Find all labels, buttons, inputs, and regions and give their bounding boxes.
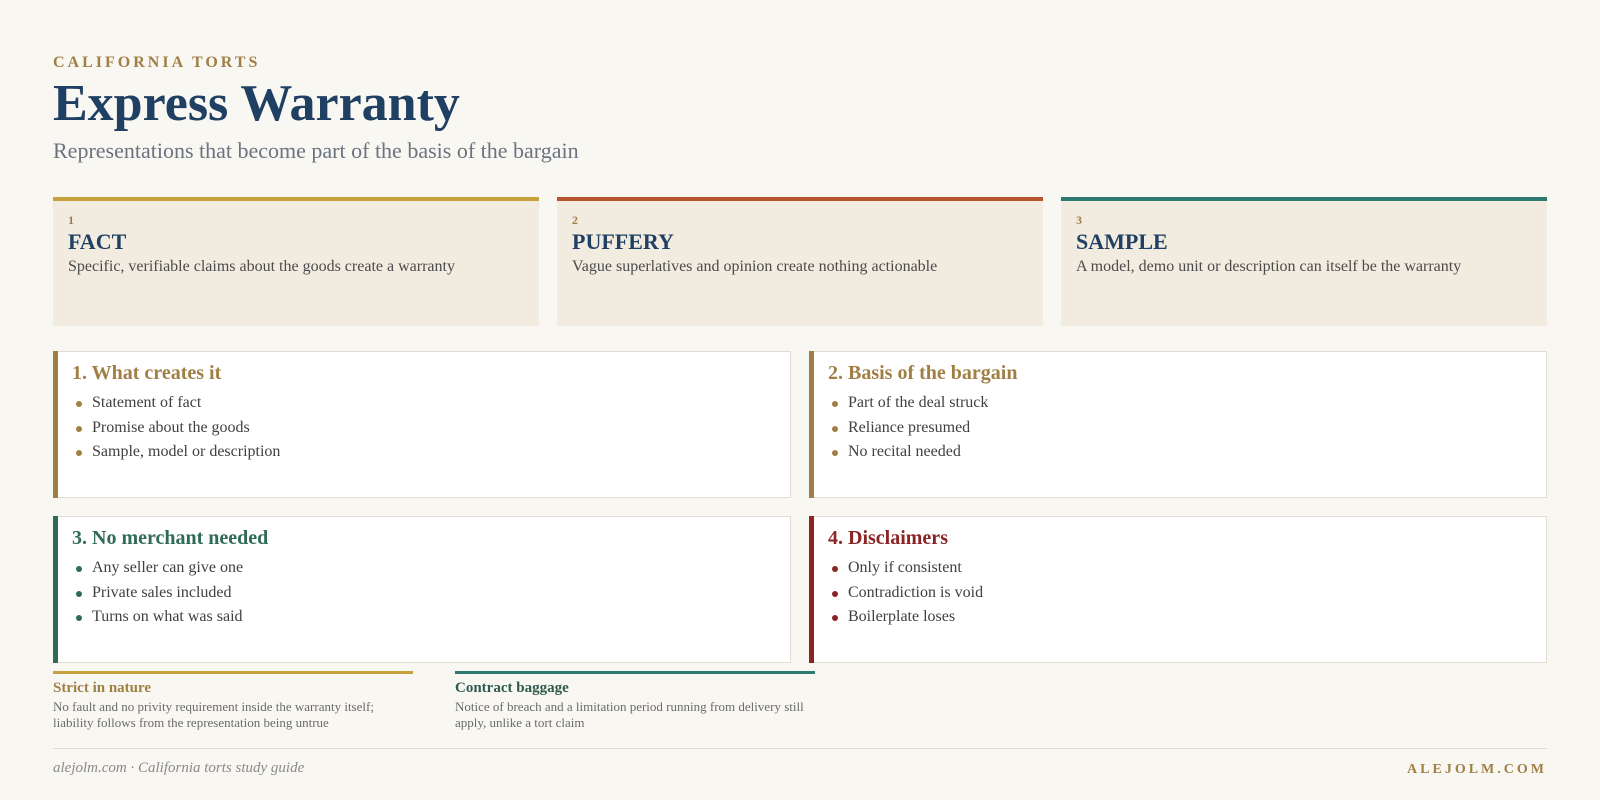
list-item: Any seller can give one xyxy=(72,556,774,581)
concept-puffery xyxy=(557,197,1043,326)
card-title: 2. Basis of the bargain xyxy=(828,362,1018,384)
list-item: Private sales included xyxy=(72,581,774,606)
card-list xyxy=(828,556,1530,630)
list-item: Turns on what was said xyxy=(72,605,774,630)
list-item: Sample, model or description xyxy=(72,440,774,465)
note-body: No fault and no privity requirement inside the warranty itself; liability follows from the representation being untrue xyxy=(53,699,374,730)
concept-sample xyxy=(1061,197,1547,326)
card-list xyxy=(72,391,774,465)
page-subtitle: Representations that become part of the basis of the bargain xyxy=(53,138,579,163)
note-title: Contract baggage xyxy=(455,680,569,696)
card-list xyxy=(72,556,774,630)
card-basis-of-bargain xyxy=(809,351,1547,498)
concept-strip xyxy=(53,197,1547,329)
concept-fact xyxy=(53,197,539,326)
list-item: Only if consistent xyxy=(828,556,1530,581)
note-title: Strict in nature xyxy=(53,680,152,696)
card-no-merchant-needed xyxy=(53,516,791,663)
note-strict-in-nature xyxy=(53,671,413,731)
footer-credit: alejolm.com · California torts study guide xyxy=(53,760,305,776)
footer-divider xyxy=(53,748,1547,749)
list-item: Promise about the goods xyxy=(72,416,774,441)
concept-number: 2 xyxy=(572,213,578,227)
concept-name: FACT xyxy=(68,229,127,254)
page xyxy=(53,0,1547,800)
card-what-creates-it xyxy=(53,351,791,498)
note-contract-baggage xyxy=(455,671,815,731)
footer-brand[interactable]: ALEJOLM.COM xyxy=(1407,762,1547,777)
list-item: Boilerplate loses xyxy=(828,605,1530,630)
list-item: Contradiction is void xyxy=(828,581,1530,606)
concept-number: 3 xyxy=(1076,213,1082,227)
concept-description: Specific, verifiable claims about the goods create a warranty xyxy=(68,258,455,275)
page-title: Express Warranty xyxy=(53,75,460,132)
card-disclaimers xyxy=(809,516,1547,663)
concept-number: 1 xyxy=(68,213,74,227)
kicker: CALIFORNIA TORTS xyxy=(53,54,261,71)
concept-description: Vague superlatives and opinion create nothing actionable xyxy=(572,258,938,275)
concept-description: A model, demo unit or description can itself be the warranty xyxy=(1076,258,1462,275)
note-rule xyxy=(53,671,413,674)
concept-name: SAMPLE xyxy=(1076,229,1168,254)
note-body: Notice of breach and a limitation period running from delivery still apply, unlike a tort claim xyxy=(455,699,804,730)
list-item: Part of the deal struck xyxy=(828,391,1530,416)
card-title: 4. Disclaimers xyxy=(828,527,948,549)
list-item: Reliance presumed xyxy=(828,416,1530,441)
list-item: No recital needed xyxy=(828,440,1530,465)
card-title: 1. What creates it xyxy=(72,362,222,384)
note-rule xyxy=(455,671,815,674)
list-item: Statement of fact xyxy=(72,391,774,416)
card-list xyxy=(828,391,1530,465)
concept-name: PUFFERY xyxy=(572,229,674,254)
card-title: 3. No merchant needed xyxy=(72,527,269,549)
